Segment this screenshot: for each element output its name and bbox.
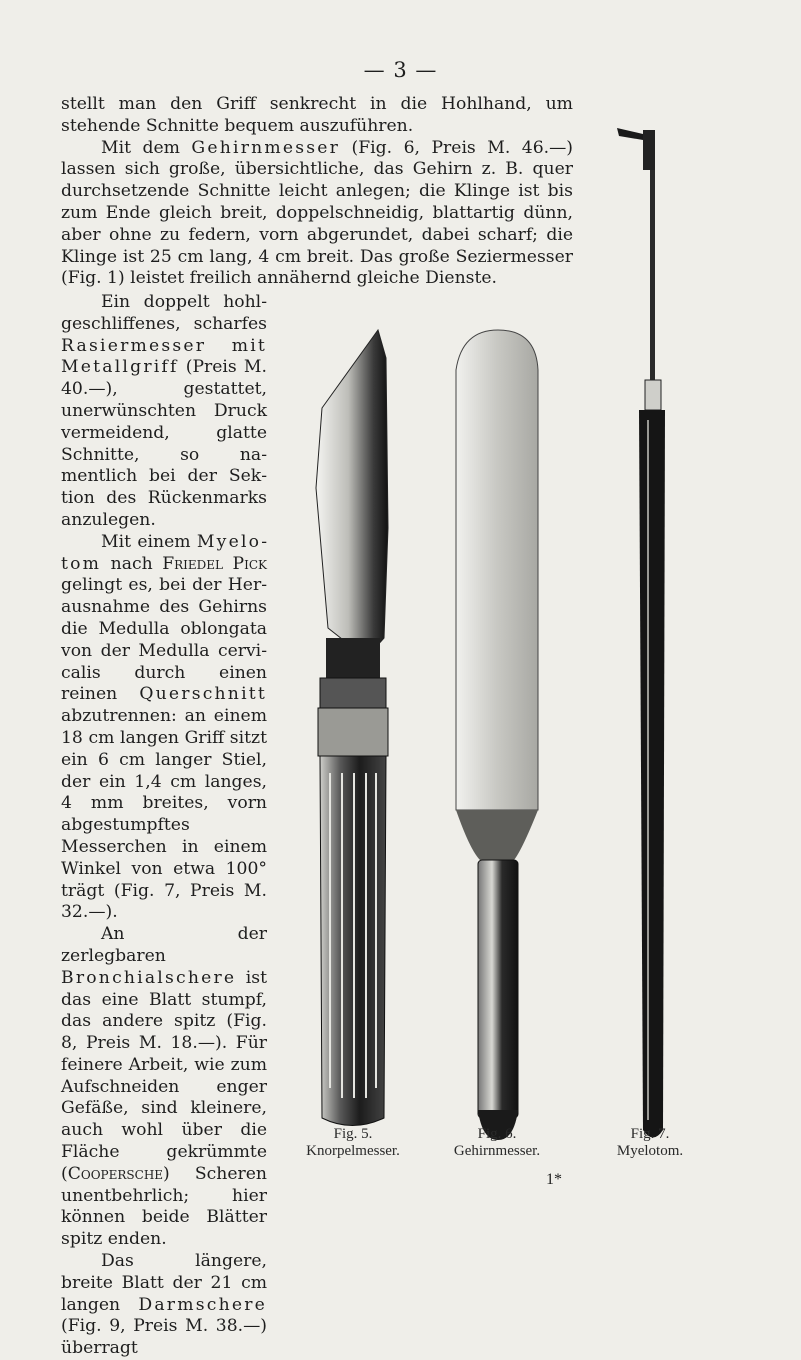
paragraph-darmschere: Das längere, breite Blatt der 21 cm langen Darmschere (Fig. 9, Preis M. 38.—) überragt: [61, 1251, 267, 1359]
name-cooper: Coopersche: [67, 1163, 164, 1184]
paragraph-1: stellt man den Griff senkrecht in die Hohlhand, um stehende Schnitte bequem auszuführen.: [61, 94, 573, 136]
term-querschnitt: Querschnitt: [139, 684, 267, 705]
name-friedel-pick: Friedel Pick: [162, 553, 267, 574]
text-column: [61, 292, 267, 1360]
paragraph-gehirnmesser: Mit dem Gehirnmesser (Fig. 6, Preis M. 46.—) lassen sich große, übersichtliche, das Gehirn z. B. quer durchsetzende Schnitte leicht anlegen; die Klinge ist bis zum Ende gleich breit, doppelschneidig, blattartig dünn, aber ohne zu federn, vorn abgerundet, dabei scharf; die Klinge ist 25 cm lang, 4 cm breit. Das große Seziermesser (Fig. 1) leistet freilich annähernd gleiche Dienste.: [61, 137, 573, 289]
term-rasiermesser: Rasiermesser mit Metallgriff: [61, 335, 267, 378]
term-myelotom: Myelotom: [61, 531, 267, 574]
paragraph-bronchialschere: An der zerlegbaren Bronchialschere ist das eine Blatt stumpf, das andere spitz (Fig. 8, Preis M. 18.—). Für feinere Arbeit, wie zum Aufschneiden enger Gefäße, sind kleinere, auch wohl über die Fläche gekrümmte (Coopersche) Scheren unentbehrlich; hier können beide Blätter spitz enden.: [61, 924, 267, 1250]
paragraph-myelotom: Mit einem Myelotom nach Friedel Pick gelingt es, bei der Herausnahme des Gehirns die Medulla oblongata von der Medulla cervicalis durch einen reinen Querschnitt abzutrennen: an einem 18 cm langen Griff sitzt ein 6 cm langer Stiel, der ein 1,4 cm langes, 4 mm breites, vorn abgestumpftes Messerchen in einem Winkel von etwa 100° trägt (Fig. 7, Preis M. 32.—).: [61, 531, 267, 923]
term-darmschere: Darmschere: [138, 1294, 267, 1315]
paragraph-rasiermesser: Ein doppelt hohlgeschliffenes, scharfes Rasiermesser mit Metallgriff (Preis M. 40.—), gestattet, unerwünschten Druck vermeidend, glatte Schnitte, so namentlich bei der Sektion des Rückenmarks anzulegen.: [61, 292, 267, 530]
gehirnmesser-illustration: [452, 330, 544, 1140]
sheet-signature: 1*: [546, 1171, 562, 1188]
term-gehirnmesser: Gehirnmesser: [191, 137, 341, 158]
caption-fig-6: Fig. 6. Gehirnmesser.: [453, 1126, 541, 1159]
term-bronchialschere: Bronchialschere: [61, 967, 237, 988]
knorpelmesser-illustration: [308, 328, 392, 1138]
caption-fig-5: Fig. 5. Knorpelmesser.: [306, 1126, 400, 1159]
page-number: — 3 —: [363, 58, 438, 82]
myelotom-illustration: [617, 100, 667, 1145]
caption-fig-7: Fig. 7. Myelotom.: [616, 1126, 684, 1159]
intro-text: [61, 94, 573, 290]
